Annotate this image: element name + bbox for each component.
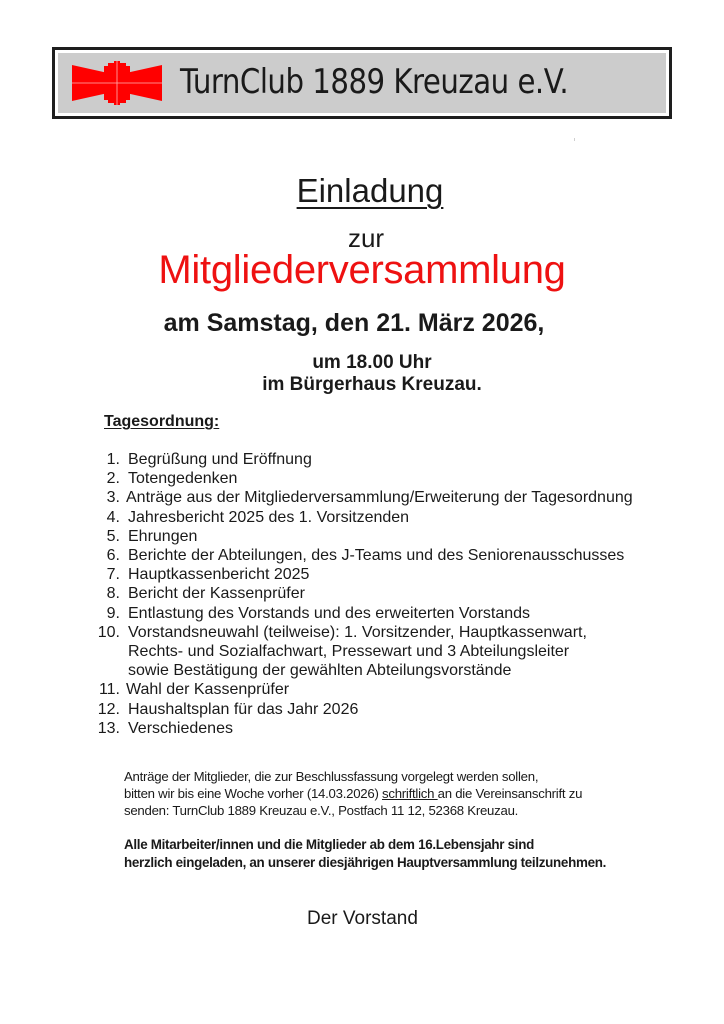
motions-notice — [124, 768, 684, 819]
agenda-item-text: Jahresbericht 2025 des 1. Vorsitzenden — [128, 508, 410, 526]
agenda-item-text: Vorstandsneuwahl (teilweise): 1. Vorsitzender, Hauptkassenwart, — [128, 623, 587, 641]
agenda-item-text: Haushaltsplan für das Jahr 2026 — [128, 700, 359, 718]
agenda-item-number: 6. — [106, 547, 120, 565]
agenda-item-text: Entlastung des Vorstands und des erweiterten Vorstands — [128, 604, 531, 622]
agenda-item-text: Ehrungen — [128, 527, 198, 545]
agenda-item-number: 9. — [106, 604, 120, 622]
agenda-item — [84, 565, 704, 584]
notice-emphasis: schriftlich — [382, 786, 438, 801]
agenda-item — [84, 680, 704, 699]
event-time: um 18.00 Uhr — [312, 352, 432, 373]
agenda-item-number: 1. — [106, 451, 120, 468]
agenda-item-continuation: Rechts- und Sozialfachwart, Pressewart und 3 Abteilungsleiter — [128, 643, 570, 661]
agenda-item-continuation: sowie Bestätigung der gewählten Abteilungsvorstände — [128, 662, 512, 680]
notice-text: an die Vereinsanschrift zu — [437, 786, 583, 801]
invitation-connector: zur — [347, 223, 385, 253]
agenda-item — [84, 527, 704, 546]
agenda-item-number: 2. — [106, 470, 120, 488]
agenda-heading: Tagesordnung: — [104, 413, 220, 430]
agenda-item-text: Anträge aus der Mitgliederversammlung/Erweiterung der Tagesordnung — [126, 489, 633, 507]
agenda-item-number: 3. — [106, 489, 120, 507]
agenda-item-number: 10. — [97, 623, 120, 641]
agenda-item — [84, 450, 704, 469]
agenda-item-number: 5. — [106, 527, 120, 545]
agenda-item — [84, 508, 704, 527]
agenda-item-number: 8. — [106, 585, 120, 603]
agenda-item-number: 13. — [97, 719, 120, 737]
agenda-item — [84, 469, 704, 488]
agenda-item-text: Wahl der Kassenprüfer — [126, 681, 290, 699]
agenda-item-number: 7. — [106, 566, 120, 584]
agenda-item — [84, 488, 704, 507]
event-place: im Bürgerhaus Kreuzau. — [262, 374, 482, 395]
agenda-item-number: 11. — [98, 681, 120, 699]
agenda-item-number: 12. — [97, 700, 120, 718]
agenda-item — [84, 604, 704, 623]
agenda-item — [84, 719, 704, 738]
invite-line: herzlich eingeladen, an unserer diesjährigen Hauptversammlung teilzunehmen. — [124, 854, 607, 870]
notice-line: senden: TurnClub 1889 Kreuzau e.V., Postfach 11 12, 52368 Kreuzau. — [124, 803, 519, 818]
agenda-item — [84, 623, 704, 681]
agenda-item — [84, 546, 704, 565]
agenda-item-text: Berichte der Abteilungen, des J-Teams und des Seniorenausschusses — [128, 547, 625, 565]
event-date: am Samstag, den 21. März 2026, — [163, 309, 545, 337]
agenda-item-text: Totengedenken — [128, 470, 238, 488]
agenda-item — [84, 584, 704, 603]
invite-line: Alle Mitarbeiter/innen und die Mitglieder ab dem 16.Lebensjahr sind — [124, 837, 534, 852]
agenda-item-text: Bericht der Kassenprüfer — [128, 585, 305, 603]
club-header-inner — [58, 53, 666, 113]
agenda-list — [84, 450, 704, 738]
signature: Der Vorstand — [307, 908, 418, 929]
invitation-statement — [124, 836, 606, 871]
agenda-item-text: Verschiedenes — [128, 719, 233, 737]
club-name: TurnClub 1889 Kreuzau e.V. — [180, 62, 569, 102]
red-cross-emblem-icon — [72, 61, 162, 105]
event-name: Mitgliederversammlung — [158, 248, 566, 292]
notice-line — [124, 785, 684, 802]
invitation-title: Einladung — [296, 172, 444, 209]
agenda-item-number: 4. — [106, 508, 120, 526]
agenda-item — [84, 700, 704, 719]
notice-line: Anträge der Mitglieder, die zur Beschlussfassung vorgelegt werden sollen, — [124, 769, 539, 784]
notice-text: bitten wir bis eine Woche vorher (14.03.2026) — [124, 786, 383, 801]
agenda-item-text: Hauptkassenbericht 2025 — [128, 566, 310, 584]
agenda-item-text: Begrüßung und Eröffnung — [128, 451, 312, 468]
club-header-banner — [52, 47, 672, 119]
scan-artifact — [574, 138, 575, 141]
